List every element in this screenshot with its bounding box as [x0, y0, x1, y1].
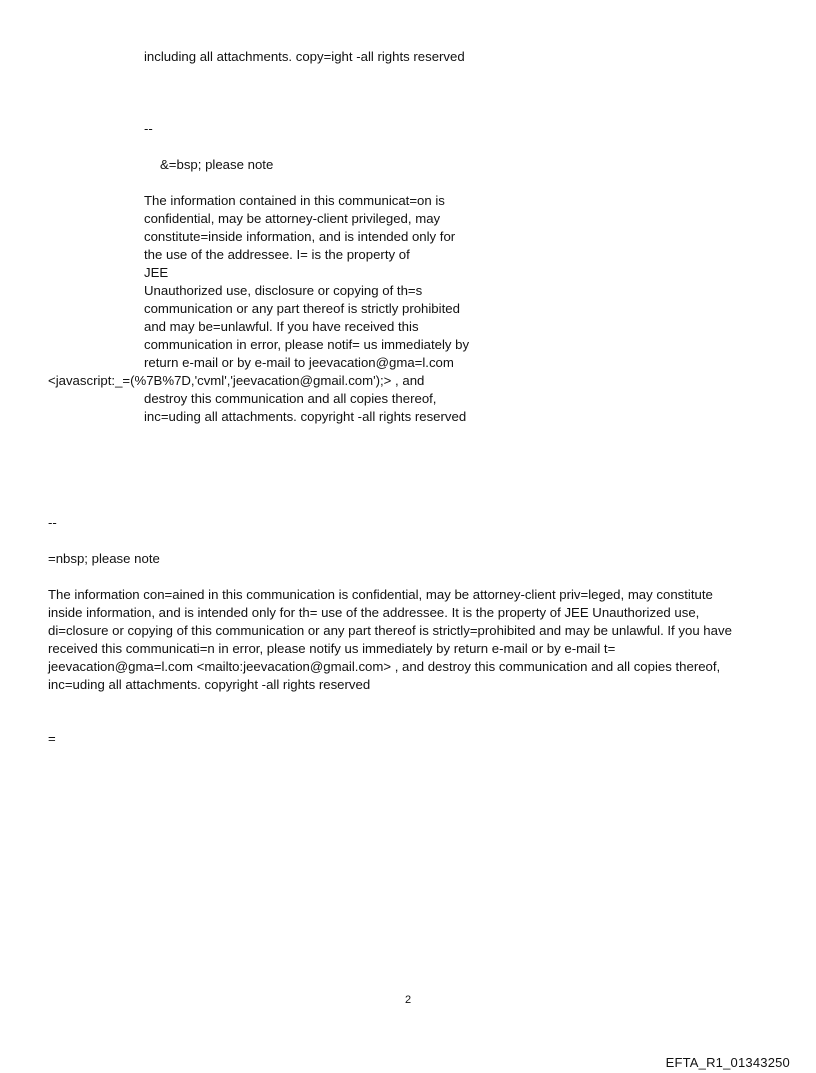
disclaimer-line: inside information, and is intended only for th= use of the addressee. It is the property of JEE Unauthorized use, — [48, 605, 700, 620]
separator-dash: -- — [144, 121, 153, 136]
equals-sign: = — [48, 731, 56, 746]
disclaimer-line: destroy this communication and all copies thereof, — [144, 391, 437, 406]
disclaimer-line: return e-mail or by e-mail to jeevacation@gma=l.com — [144, 355, 454, 370]
disclaimer-line: communication in error, please notif= us immediately by — [144, 337, 470, 352]
disclaimer-line: the use of the addressee. I= is the property of — [144, 247, 410, 262]
page-number: 2 — [404, 994, 412, 1006]
disclaimer-line: confidential, may be attorney-client privileged, may — [144, 211, 441, 226]
disclaimer-line: The information contained in this communicat=on is — [144, 193, 445, 208]
disclaimer-line: and may be=unlawful. If you have received this — [144, 319, 419, 334]
disclaimer-line: communication or any part thereof is strictly prohibited — [144, 301, 460, 316]
please-note-line: =nbsp; please note — [48, 551, 160, 566]
please-note-line: &=bsp; please note — [160, 157, 274, 172]
disclaimer-line: Unauthorized use, disclosure or copying of th=s — [144, 283, 423, 298]
disclaimer-line: constitute=inside information, and is intended only for — [144, 229, 456, 244]
disclaimer-line: received this communicati=n in error, please notify us immediately by return e-mail or by e-mail t= — [48, 641, 616, 656]
disclaimer-line: inc=uding all attachments. copyright -all rights reserved — [48, 677, 371, 692]
disclaimer-line: JEE — [144, 265, 169, 280]
disclaimer-line: di=closure or copying of this communication or any part thereof is strictly=prohibited and may be unlawful. If you have — [48, 623, 732, 638]
disclaimer-line: jeevacation@gma=l.com <mailto:jeevacation@gmail.com> , and destroy this communication and all copies thereof, — [48, 659, 721, 674]
separator-dash: -- — [48, 515, 57, 530]
copyright-line: including all attachments. copy=ight -all rights reserved — [144, 49, 465, 64]
document-id: EFTA_R1_01343250 — [665, 1055, 790, 1070]
disclaimer-line: inc=uding all attachments. copyright -all rights reserved — [144, 409, 467, 424]
disclaimer-line: The information con=ained in this communication is confidential, may be attorney-client priv=leged, may constitute — [48, 587, 713, 602]
javascript-link-line: <javascript:_=(%7B%7D,'cvml','jeevacation@gmail.com');> , and — [48, 373, 425, 388]
